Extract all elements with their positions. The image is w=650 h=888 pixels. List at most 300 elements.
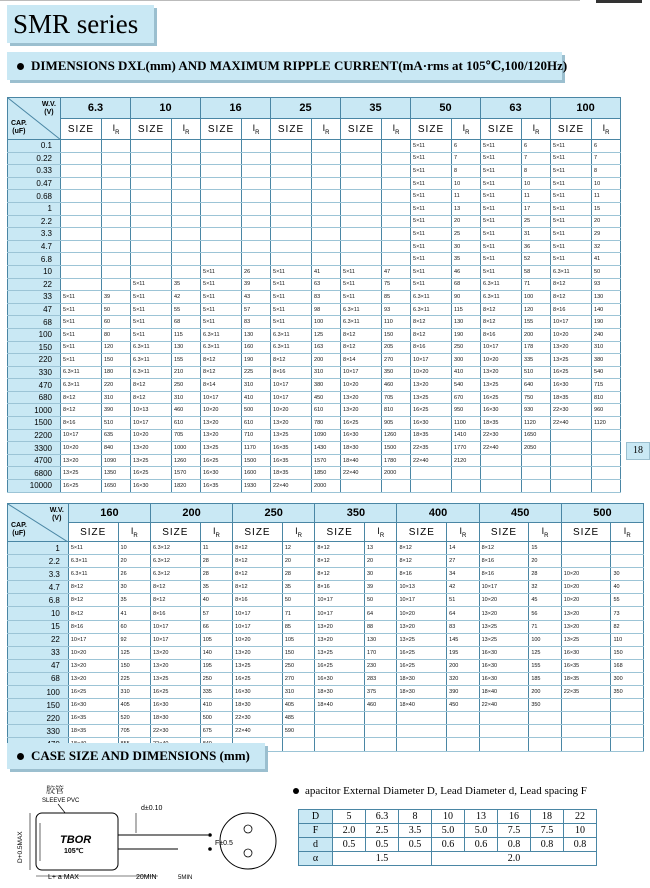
ripple-current-cell: 60 [118,620,150,633]
ripple-current-cell: 150 [282,646,314,659]
ripple-current-cell: 105 [200,633,232,646]
case-size-cell: 5×11 [551,253,592,266]
case-size-cell: 10×20 [233,633,283,646]
ripple-current-cell: 405 [282,699,314,712]
ripple-current-cell: 270 [382,354,411,367]
ripple-current-cell: 26 [242,265,271,278]
case-size-cell [551,442,592,455]
ripple-column-header: $I_R$ [382,119,411,140]
ripple-current-cell: 150 [382,328,411,341]
ripple-current-cell: 250 [200,672,232,685]
ripple-current-cell: 155 [522,316,551,329]
ripple-current-cell: 90 [452,291,481,304]
case-size-cell: 13×20 [315,620,365,633]
ripple-current-cell: 25 [452,228,481,241]
case-size-cell: 8×14 [341,354,382,367]
ripple-current-cell: 35 [452,253,481,266]
ripple-current-cell: 30 [118,581,150,594]
ripple-current-cell: 17 [522,202,551,215]
case-size-cell: 22×40 [551,417,592,430]
voltage-header: 350 [315,504,397,523]
table-row [8,366,621,379]
ripple-current-cell: 41 [592,253,621,266]
case-size-cell: 16×30 [341,429,382,442]
voltage-header: 50 [411,98,481,119]
case-size-cell: 6.3×11 [131,341,172,354]
dimension-cell: 22 [564,810,597,824]
capacitance-cell: 4.7 [8,240,61,253]
capacitance-cell: 1000 [8,404,61,417]
case-size-cell [551,454,592,467]
table-row [8,341,621,354]
case-size-cell: 13×20 [201,417,242,430]
table-row [8,620,644,633]
case-size-cell: 10×17 [315,594,365,607]
ripple-current-cell: 40 [200,594,232,607]
case-size-cell: 8×12 [151,594,201,607]
case-size-cell: 10×17 [233,620,283,633]
ripple-current-cell [172,140,201,153]
capacitance-cell: 0.1 [8,140,61,153]
case-size-cell: 18×35 [561,672,611,685]
case-size-cell [479,738,529,751]
ripple-current-cell: 145 [447,633,479,646]
case-size-cell: 5×11 [131,278,172,291]
dimension-row-label: d [299,838,333,852]
case-size-cell: 5×11 [481,152,522,165]
ripple-current-cell: 1260 [382,429,411,442]
case-size-cell: 10×17 [341,366,382,379]
ripple-current-cell: 1260 [172,454,201,467]
case-size-cell [551,467,592,480]
dimension-cell: 5 [333,810,366,824]
case-size-cell: 5×11 [411,202,452,215]
ripple-current-cell: 71 [529,620,561,633]
case-size-cell [131,228,172,241]
case-size-cell: 10×17 [551,316,592,329]
ripple-current-cell: 225 [242,366,271,379]
ripple-current-cell: 42 [172,291,201,304]
ripple-current-cell [382,228,411,241]
ripple-current-cell: 1930 [242,480,271,493]
case-size-cell: 16×30 [479,646,529,659]
ripple-current-cell: 25 [522,215,551,228]
case-size-cell: 16×25 [397,659,447,672]
case-size-cell [201,140,242,153]
case-size-cell [201,240,242,253]
case-size-cell: 13×20 [479,607,529,620]
ripple-current-cell: 85 [282,620,314,633]
ripple-current-cell: 130 [452,316,481,329]
ripple-current-cell: 715 [592,379,621,392]
capacitance-cell: 3.3 [8,228,61,241]
size-column-header: SIZE [151,523,201,542]
ripple-current-cell [312,228,341,241]
ripple-current-cell [529,725,561,738]
capacitance-cell: 100 [8,686,69,699]
ripple-current-cell: 13 [365,542,397,555]
case-size-cell: 16×30 [479,659,529,672]
ripple-current-cell [312,152,341,165]
case-size-cell: 6.3×12 [151,568,201,581]
ripple-current-cell: 610 [242,417,271,430]
ripple-current-cell: 610 [312,404,341,417]
case-size-cell: 18×30 [151,712,201,725]
ripple-current-cell: 283 [365,672,397,685]
ripple-current-cell [312,177,341,190]
wv-label: W.V. (V) [41,101,56,116]
ripple-current-cell: 43 [242,291,271,304]
case-size-cell: 6.3×12 [151,555,201,568]
size-column-header: SIZE [479,523,529,542]
case-size-cell: 16×25 [551,366,592,379]
case-size-cell: 10×20 [397,607,447,620]
case-size-cell: 13×20 [341,391,382,404]
case-size-cell: 8×16 [479,568,529,581]
ripple-current-cell: 185 [529,672,561,685]
ripple-current-cell: 20 [118,555,150,568]
ripple-current-cell: 1500 [242,454,271,467]
case-size-cell [201,165,242,178]
case-size-cell [561,555,611,568]
case-size-cell: 13×25 [397,633,447,646]
size-column-header: SIZE [233,523,283,542]
ripple-current-cell: 300 [452,354,481,367]
bullet-icon [293,788,299,794]
ripple-current-cell: 51 [447,594,479,607]
dimension-cell: 2.5 [366,824,399,838]
case-size-cell: 8×16 [233,594,283,607]
ripple-table-high-voltage [7,503,644,752]
ripple-current-cell: 13 [452,202,481,215]
ripple-current-cell: 35 [172,278,201,291]
cap-label: CAP. (uF) [11,120,27,135]
case-size-cell: 6.3×11 [201,341,242,354]
capacitance-cell: 68 [8,316,61,329]
case-size-cell: 10×17 [271,379,312,392]
ripple-current-cell [611,542,644,555]
ripple-current-cell: 20 [282,555,314,568]
ripple-current-cell: 240 [592,328,621,341]
ripple-current-cell: 1000 [172,442,201,455]
case-size-cell: 16×25 [61,480,102,493]
ripple-current-cell [102,202,131,215]
case-size-cell: 6.3×11 [201,328,242,341]
capacitance-cell: 220 [8,354,61,367]
voltage-header: 450 [479,504,561,523]
ripple-current-cell: 85 [382,291,411,304]
case-size-cell: 6.3×11 [68,555,118,568]
case-size-cell [551,429,592,442]
ripple-current-cell [382,152,411,165]
voltage-header: 500 [561,504,643,523]
ripple-current-cell: 39 [242,278,271,291]
ripple-current-cell [447,738,479,751]
ripple-table-low-voltage [7,97,621,493]
table-row [8,594,644,607]
ripple-current-cell [172,202,201,215]
table-row [8,480,621,493]
table-row [8,454,621,467]
capacitance-cell: 10000 [8,480,61,493]
case-size-cell [315,738,365,751]
case-size-cell: 13×25 [201,442,242,455]
voltage-header: 400 [397,504,479,523]
case-size-cell: 8×12 [201,366,242,379]
case-size-cell: 10×20 [561,594,611,607]
section-header-case-size [7,743,265,769]
ripple-current-cell: 705 [382,391,411,404]
ripple-current-cell: 50 [592,265,621,278]
dimension-row [299,810,597,824]
ripple-current-cell: 520 [118,712,150,725]
case-size-cell: 16×30 [561,646,611,659]
ripple-current-cell: 30 [452,240,481,253]
dimension-cell: 6.3 [366,810,399,824]
dimension-note [293,785,587,797]
top-rule [0,0,650,4]
table-row [8,215,621,228]
ripple-current-cell: 7 [522,152,551,165]
case-size-cell: 5×11 [411,215,452,228]
ripple-current-cell: 540 [592,366,621,379]
case-size-cell: 8×12 [233,568,283,581]
size-column-header: SIZE [551,119,592,140]
case-size-cell: 18×35 [411,429,452,442]
ripple-current-cell: 56 [529,607,561,620]
ripple-current-cell [312,140,341,153]
case-size-cell: 8×12 [479,542,529,555]
ripple-column-header: $I_R$ [118,523,150,542]
case-size-cell: 6.3×11 [341,303,382,316]
table-row [8,699,644,712]
case-size-cell: 5×11 [271,316,312,329]
case-size-cell: 8×12 [233,542,283,555]
ripple-current-cell [102,190,131,203]
case-size-cell [341,165,382,178]
ripple-current-cell [172,177,201,190]
ripple-current-cell: 6 [592,140,621,153]
case-size-cell: 13×20 [61,454,102,467]
ripple-current-cell: 83 [242,316,271,329]
ripple-current-cell: 1570 [312,454,341,467]
ripple-current-cell: 39 [102,291,131,304]
ripple-current-cell: 230 [365,659,397,672]
case-size-cell: 10×17 [131,417,172,430]
capacitance-cell: 6800 [8,467,61,480]
ripple-current-cell: 2050 [522,442,551,455]
ripple-current-cell: 20 [529,555,561,568]
ripple-current-cell [365,712,397,725]
ripple-current-cell: 12 [282,542,314,555]
alpha-large-value: 2.0 [432,852,597,866]
case-size-cell [341,215,382,228]
size-column-header: SIZE [61,119,102,140]
ripple-current-cell: 115 [452,303,481,316]
case-size-cell: 22×30 [233,712,283,725]
ripple-current-cell: 460 [172,404,201,417]
ripple-current-cell [529,738,561,751]
case-size-cell: 22×30 [151,725,201,738]
ripple-column-header: $I_R$ [592,119,621,140]
ripple-current-cell: 1410 [452,429,481,442]
ripple-current-cell: 71 [522,278,551,291]
case-size-cell: 8×14 [201,379,242,392]
case-size-cell: 10×20 [561,581,611,594]
table-row [8,417,621,430]
dimension-row-label: D [299,810,333,824]
ripple-current-cell: 26 [118,568,150,581]
ripple-current-cell: 220 [102,379,131,392]
ripple-current-cell [282,738,314,751]
ripple-current-cell: 75 [382,278,411,291]
section-header-dimensions [7,52,568,80]
dimension-row-label: F [299,824,333,838]
ripple-current-cell: 125 [118,646,150,659]
case-size-cell: 5×11 [481,202,522,215]
size-column-header: SIZE [341,119,382,140]
case-size-cell: 5×11 [341,278,382,291]
ripple-current-cell: 500 [242,404,271,417]
ripple-current-cell: 83 [312,291,341,304]
case-size-cell: 10×20 [551,328,592,341]
ripple-current-cell: 28 [529,568,561,581]
table-row [8,555,644,568]
capacitance-cell: 0.33 [8,165,61,178]
case-size-cell: 13×20 [68,659,118,672]
case-size-cell: 5×11 [131,291,172,304]
size-column-header: SIZE [201,119,242,140]
ripple-current-cell: 1100 [452,417,481,430]
ripple-current-cell: 52 [522,253,551,266]
case-size-cell: 8×12 [131,391,172,404]
ripple-current-cell [382,177,411,190]
case-size-cell: 18×30 [233,699,283,712]
case-size-cell: 8×12 [411,328,452,341]
dimension-cell: 0.6 [432,838,465,852]
table-row [8,140,621,153]
case-size-cell: 5×11 [481,253,522,266]
ripple-current-cell: 93 [592,278,621,291]
case-size-cell [131,190,172,203]
ripple-current-cell: 410 [242,391,271,404]
case-size-cell: 6.3×11 [411,303,452,316]
ripple-current-cell: 310 [118,686,150,699]
ripple-current-cell: 130 [592,291,621,304]
case-size-cell: 13×25 [271,429,312,442]
ripple-current-cell [611,555,644,568]
ripple-current-cell [382,202,411,215]
case-size-cell: 10×13 [397,581,447,594]
case-size-cell: 10×17 [479,581,529,594]
ripple-current-cell: 11 [592,190,621,203]
case-size-cell: 13×25 [479,633,529,646]
case-size-cell: 18×40 [315,699,365,712]
ripple-current-cell [242,202,271,215]
case-size-cell: 8×12 [61,404,102,417]
case-size-cell [341,177,382,190]
ripple-current-cell [312,190,341,203]
case-size-cell: 18×40 [341,454,382,467]
case-size-cell: 10×20 [131,429,172,442]
ripple-current-cell: 100 [529,633,561,646]
case-size-cell: 13×20 [561,620,611,633]
capacitance-cell: 10 [8,607,69,620]
ripple-column-header: $I_R$ [365,523,397,542]
column-header-row [8,119,621,140]
capacitance-cell: 1 [8,542,69,555]
case-size-cell: 18×35 [271,467,312,480]
ripple-current-cell [522,480,551,493]
case-size-cell [61,140,102,153]
ripple-current-cell: 405 [118,699,150,712]
case-size-cell: 8×12 [233,555,283,568]
case-size-cell: 16×30 [233,686,283,699]
ripple-current-cell: 58 [522,265,551,278]
ripple-current-cell: 34 [447,568,479,581]
ripple-current-cell: 750 [522,391,551,404]
case-size-cell: 8×12 [151,581,201,594]
case-size-cell: 6.3×11 [68,568,118,581]
ripple-current-cell: 200 [522,328,551,341]
size-column-header: SIZE [411,119,452,140]
case-size-cell [271,190,312,203]
capacitance-cell: 330 [8,725,69,738]
ripple-current-cell: 11 [522,190,551,203]
case-size-cell [131,202,172,215]
ripple-current-cell [382,253,411,266]
case-size-cell: 6.3×11 [271,328,312,341]
case-size-cell: 6.3×11 [131,354,172,367]
ripple-current-cell: 66 [200,620,232,633]
table-row [8,659,644,672]
case-size-cell: 5×11 [411,165,452,178]
ripple-current-cell [611,725,644,738]
case-size-cell [341,140,382,153]
case-size-cell: 5×11 [201,265,242,278]
capacitance-cell: 100 [8,328,61,341]
case-size-cell: 6.3×11 [61,366,102,379]
ripple-current-cell: 350 [382,366,411,379]
ripple-current-cell: 110 [382,316,411,329]
capacitance-cell: 3300 [8,442,61,455]
case-size-cell: 8×12 [551,278,592,291]
dimension-cell: 0.6 [465,838,498,852]
case-size-cell: 22×40 [411,454,452,467]
case-size-cell: 13×20 [68,672,118,685]
ripple-current-cell: 27 [447,555,479,568]
ripple-current-cell: 310 [242,379,271,392]
ripple-column-header: $I_R$ [172,119,201,140]
case-size-cell: 10×20 [68,646,118,659]
ripple-column-header: $I_R$ [522,119,551,140]
case-size-cell: 10×17 [411,354,452,367]
case-size-cell: 13×20 [561,607,611,620]
ripple-current-cell: 840 [102,442,131,455]
case-size-cell: 16×25 [397,646,447,659]
ripple-current-cell [102,265,131,278]
lead-dimension-table [298,809,597,866]
case-size-cell: 8×12 [397,542,447,555]
case-size-cell: 13×20 [151,646,201,659]
ripple-current-cell [242,152,271,165]
case-size-cell: 13×20 [131,442,172,455]
column-header-row [8,523,644,542]
case-size-cell: 22×40 [341,467,382,480]
size-column-header: SIZE [481,119,522,140]
table-row [8,429,621,442]
diameter-label: D+0.5MAX [17,831,24,863]
